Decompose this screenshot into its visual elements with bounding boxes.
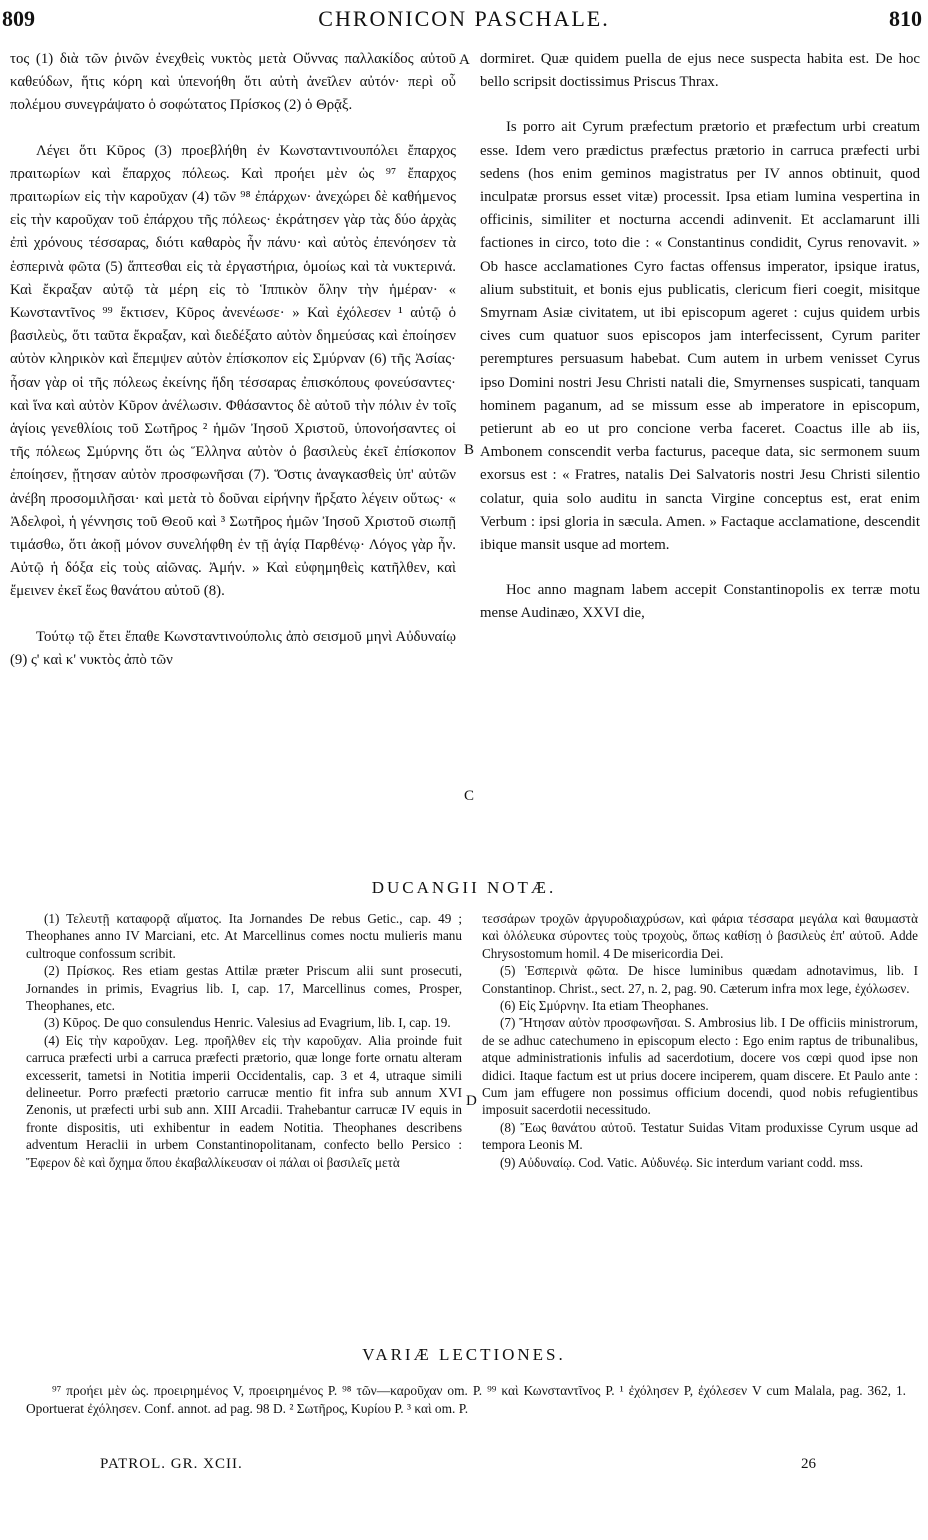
footnote: (8) Ἕως θανάτου αὐτοῦ. Testatur Suidas Vitam produxisse Cyrum usque ad tempora Leonis M. <box>482 1119 918 1153</box>
latin-main-column <box>480 48 920 626</box>
latin-paragraph: dormiret. Quæ quidem puella de ejus nece suspecta habita est. De hoc bello scripsit doctissimus Priscus Thrax. <box>480 51 920 91</box>
footnote: (4) Εἰς τὴν καροῦχαν. Leg. προῆλθεν εἰς τὴν καροῦχαν. Alia proinde fuit carruca præfecti urbi a carruca præfecti prætorio, quæ longe forte ornatu alteram excesserit, tametsi in Notitia imperii Occidentalis, cap. 3 et 4, utraque simili delineetur. Porro præfecti prætorio carrucæ mentio fit infra sub annum XVI Zenonis, ut præfecti urbi sub ann. XIII Arcadii. Trahebantur carrucæ IV equis in fronte dispositis, uti exhibentur in eadem Notitia. Theophanes describens adventum Heraclii in urbem Constantinopolitanam, confecto bello Persico : Ἔφερον δὲ καὶ ὄχημα ὅπου ἐκαβαλλίκευσαν οἱ πάλαι οἱ βασιλεῖς μετὰ <box>26 1032 462 1170</box>
footnote: (7) Ἤτησαν αὐτὸν προσφωνῆσαι. S. Ambrosius lib. I De officiis ministrorum, de se adhuc catechumeno in episcopum electo : Ego enim raptus de tribunalibus, atque administrationis infulis ad sacerdotium, docere vos cœpi quod ipse non didici. Itaque factum est ut prius docere inciperem, quam discere. Et Paulo ante : Cum jam effugere non possimus officium docendi, quod nobis refugientibus imposuit sacerdotii necessitudo. <box>482 1015 918 1118</box>
footnote: (2) Πρίσκος. Res etiam gestas Attilæ præter Priscum alii sunt prosecuti, Jornandes in primis, Evagrius lib. I, cap. 17, Marcellinus comes, Prosper, Theophanes, etc. <box>26 963 462 1014</box>
margin-marker-d: D <box>466 1093 477 1109</box>
running-title: CHRONICON PASCHALE. <box>318 6 610 31</box>
greek-main-column <box>10 48 456 672</box>
margin-marker-c: C <box>464 788 475 804</box>
latin-paragraph: Is porro ait Cyrum præfectum prætorio et præfectum urbi creatum esse. Idem vero prædictus præfectus prætorio in carruca præfecti urbi sedens (hos enim geminos magistratus per IV annos obtinuit, quod inculpatæ prorsus esset vitæ) processit. Ipsa etiam lumina vespertina in officinis, similiter et nocturna accendi adinvenit. Et acclamarunt illi factiones in circo, toto die : « Constantinus condidit, Cyrus renovavit. » Ob hasce acclamationes Cyro factas offensus imperator, ipsique iratus, alium substituit, et bonis ejus publicatis, clericum fieri coegit, misitque Smyrnam Asiæ civitatem, ut ibi episcopum ageret : cujus quidem urbis cives cum quatuor suos episcopos jam interfecissent, Cyrum pariter peremptures persuasum habebat. Cum autem in urbem venisset Cyrus ipso Domini nostri Jesu Christi natali die, Smyrnenses suspicati, tanquam hominem paganum, ad se missum esse ab imperatore in episcopum, petierunt ab eo ut pro concione verba faceret. Coactus ille ab iis, Ambonem conscendit verba facturus, paceque data, sic sermonem suum exorsus est : « Fratres, natalis Dei Salvatoris nostri Jesu Christi silentio colatur, quia solo auditu in sancta Virgine conceptus est, erat enim Verbum : ipsi gloria in sæcula. Amen. » Factaque acclamatione, descendit ibique mansit usque ad mortem. <box>480 119 920 554</box>
notes-right-column <box>482 910 918 1171</box>
page-header <box>0 4 928 44</box>
variant-readings-text: ⁹⁷ προήει μὲν ὡς. προειρημένος V, προειρημένος P. ⁹⁸ τῶν—καροῦχαν om. P. ⁹⁹ καὶ Κωνσταντῖνος P. ¹ ἐχόλησεν P, ἐχόλεσεν V cum Malala, pag. 362, 1. Oportuerat ἐχόλησεν. Conf. annot. ad pag. 98 D. ² Σωτῆρος, Κυρίου P. ³ καὶ om. P. <box>26 1383 906 1416</box>
notes-left-column <box>26 910 462 1171</box>
footnote: (3) Κῦρος. De quo consulendus Henric. Valesius ad Evagrium, lib. I, cap. 19. <box>44 1015 451 1031</box>
footnote: (9) Αὐδυναίῳ. Cod. Vatic. Αὐδυνέῳ. Sic interdum variant codd. mss. <box>500 1154 864 1170</box>
greek-paragraph: Τούτῳ τῷ ἔτει ἔπαθε Κωνσταντινούπολις ἀπὸ σεισμοῦ μηνὶ Αὐδυναίῳ (9) ς' καὶ κ' νυκτὸς ἀπὸ τῶν <box>10 628 456 668</box>
margin-marker-a: A <box>459 52 470 68</box>
left-column-number: 809 <box>2 6 35 31</box>
footnote: (5) Ἑσπερινὰ φῶτα. De hisce luminibus quædam adnotavimus, lib. I Constantinop. Christ., sect. 27, n. 2, pag. 90. Cæterum infra mox lege, ἐχόλωσεν. <box>482 963 918 996</box>
page-footer <box>0 1456 928 1486</box>
footnote: (6) Εἰς Σμύρνην. Ita etiam Theophanes. <box>500 998 709 1014</box>
footnote: τεσσάρων τροχῶν ἀργυροδιαχρύσων, καὶ φάρια τέσσαρα μεγάλα καὶ θαυμαστὰ καὶ ὁλόλευκα σύροντες τοὺς τροχοὺς, ὅπως καθίσῃ ὁ βασιλεὺς ἐπ' αὐτοῦ. Adde Chrysostomum homil. 4 De misericordia Dei. <box>482 911 918 961</box>
right-column-number: 810 <box>889 6 922 31</box>
greek-paragraph: Λέγει ὅτι Κῦρος (3) προεβλήθη ἐν Κωνσταντινουπόλει ἔπαρχος πραιτωρίων καὶ ἔπαρχος πόλεως. Καὶ προήει μὲν ὡς ⁹⁷ ἔπαρχος πραιτωρίων εἰς τὴν καροῦχαν (4) τῶν ⁹⁸ ἐπάρχων· ἀνεχώρει δὲ καθήμενος εἰς τὴν καροῦχαν τοῦ ἐπάρχου τῆς πόλεως· ἐκράτησεν γὰρ τὰς δύο ἀρχὰς ἐπὶ χρόνους τέσσαρας, διότι καθαρὸς ἦν πάνυ· καὶ αὐτὸς ἐπενόησεν τὰ ἑσπερινὰ φῶτα (5) ἅπτεσθαι εἰς τὰ ἐργαστήρια, ὁμοίως καὶ τὰ νυκτερινά. Καὶ ἔκραξαν αὐτῷ τὰ μέρη εἰς τὸ Ἱππικὸν ὅλην τὴν ἡμέραν· « Κωνσταντῖνος ⁹⁹ ἔκτισεν, Κῦρος ἀνενέωσε· » Καὶ ἐχόλεσεν ¹ αὐτῷ ὁ βασιλεὺς, ὅτι ταῦτα ἔκραξαν, καὶ διεδέξατο αὐτὸν δημεύσας καὶ ἐποίησεν αὐτὸν κληρικὸν καὶ ἔπεμψεν αὐτὸν ἐπίσκοπον εἰς Σμύρναν (6) τῆς Ἀσίας· ἦσαν γὰρ οἱ τῆς πόλεως ἐκείνης ἤδη τέσσαρας ἐπισκόπους φονεύσαντες· καὶ ἵνα καὶ αὐτὸν Κῦρον ἀνέλωσιν. Φθάσαντος δὲ αὐτοῦ τὴν πόλιν ἐν τοῖς ἁγίοις γενεθλίοις τοῦ Σωτῆρος ² ἡμῶν Ἰησοῦ Χριστοῦ, ὑπονοήσαντες οἱ τῆς πόλεως Σμύρνης ὅτι ὡς Ἕλληνα αὐτὸν ὁ βασιλεὺς ἐκεῖ ἐπίσκοπον ἐποίησεν, ᾔτησαν αὐτὸν προσφωνῆσαι (7). Ὅστις ἀναγκασθεὶς ὑπ' αὐτῶν ἀνέβη προσομιλῆσαι· καὶ μετὰ τὸ δοῦναι εἰρήνην ἤρξατο λέγειν οὕτως· « Ἀδελφοὶ, ἡ γέννησις τοῦ Θεοῦ καὶ ³ Σωτῆρος ἡμῶν Ἰησοῦ Χριστοῦ σιωπῇ τιμάσθω, ὅτι ἀκοῇ μόνον συνελήφθη ἐν τῇ ἁγίᾳ Παρθένῳ· Λόγος γὰρ ἦν. Αὐτῷ ἡ δόξα εἰς τοὺς αἰῶνας. Ἀμήν. » Καὶ εὐφημηθεὶς κατῆλθεν, καὶ ἔμεινεν ἐκεῖ ἕως θανάτου αὐτοῦ (8). <box>10 142 456 600</box>
latin-paragraph: Hoc anno magnam labem accepit Constantinopolis ex terræ motu mense Audinæo, XXVI die, <box>480 582 920 622</box>
series-signature: PATROL. GR. XCII. <box>100 1456 243 1472</box>
variant-readings <box>26 1382 906 1418</box>
variants-heading: VARIÆ LECTIONES. <box>362 1345 566 1364</box>
footnote: (1) Τελευτῇ καταφορᾷ αἵματος. Ita Jornandes De rebus Getic., cap. 49 ; Theophanes anno IV Marciani, etc. At Marcellinus comes noctu mulieris manu cultroque confossum scribit. <box>26 911 462 961</box>
greek-paragraph: τος (1) διὰ τῶν ῥινῶν ἐνεχθεὶς νυκτὸς μετὰ Οὔννας παλλακίδος αὐτοῦ καθεύδων, ἥτις κόρη καὶ ὑπενοήθη ὅτι αὐτὴ ἀνεῖλεν αὐτόν· περὶ οὗ πολέμου συνεγράψατο ὁ σοφώτατος Πρίσκος (2) ὁ Θρᾷξ. <box>10 51 456 114</box>
notes-heading: DUCANGII NOTÆ. <box>371 878 557 897</box>
margin-marker-b: B <box>464 442 475 458</box>
sheet-number: 26 <box>801 1456 816 1472</box>
